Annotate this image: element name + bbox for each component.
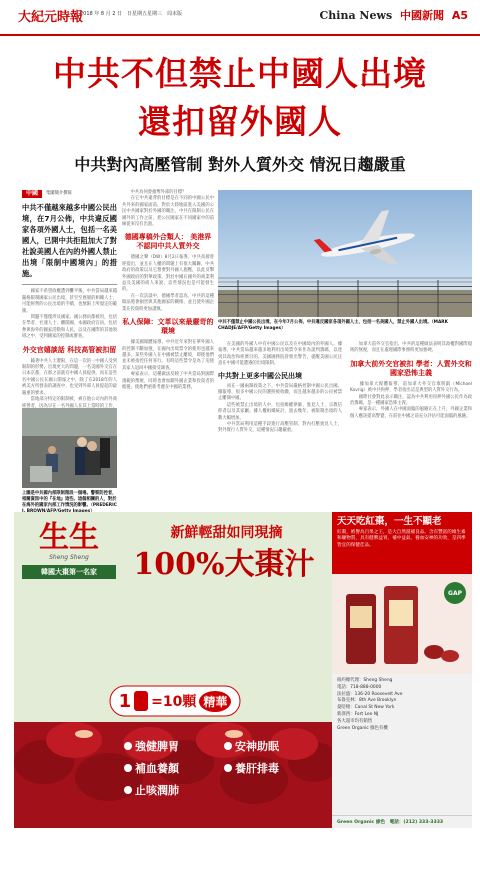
- ratio-word: 精華: [199, 691, 231, 712]
- ad-big-text: 100%大棗汁: [133, 547, 315, 582]
- benefit-list: [124, 738, 324, 798]
- masthead: [0, 0, 480, 36]
- section-label: [320, 7, 468, 23]
- ad-headline: 新鮮輕甜如同現摘: [170, 525, 283, 541]
- check-icon: [124, 786, 132, 794]
- column-4: [350, 342, 472, 506]
- benefit-item: 養肝排毒: [224, 760, 314, 776]
- lead-paragraph: 中共不僅越來越多中國公民出境，在7月公佈，中共違反國家各項外國人士，包括一名美國人，已開中共拒阻加大了對社說美國人在內的外國人禁止出境「限制中國境內」的措施。: [22, 202, 117, 285]
- gap-seal: GAP: [444, 582, 466, 604]
- newspaper-logo: 大紀元時報: [18, 10, 84, 25]
- contact-line: 各大超市均有銷售: [337, 718, 373, 724]
- benefit-item: 補血養顏: [124, 760, 214, 776]
- contact-line: 曼哈頓：Canal St New York: [337, 705, 395, 711]
- column-2: [122, 190, 214, 502]
- subheading: 加拿大前外交官被扣 學者：人質外交和國家恐怖主義: [350, 359, 472, 377]
- ratio-a: 1: [118, 690, 132, 712]
- photo-caption: 中共不僅禁止中國公民出境，在今年7月公佈，中共違反國家各項外國人士，包括一名美國人，禁止外國人出境。（MARK CHADJE/AFP/Getty Images）: [218, 320, 448, 331]
- contact-line: 法拉盛：136-20 Roosevelt Ave: [337, 691, 403, 697]
- contact-line: 電話：718-888-0000: [337, 684, 382, 690]
- body-text: 德國之聲（DW）8月2日報導，中共高層曾經提出，並且在人權的問題上有很大關聯，中共政府的政策以及它想要對外國人施壓，以此反擊外國政府的對華政策。對於中國在國外的商業利益及美國的商人來說，這些情況也是可能發生的。 在一次訪談中，德國學者認為，中共的這種做法將會損害與其他國家的關係，並且使外國企業在投資時更加謹慎。: [122, 255, 214, 312]
- police-photo: [22, 408, 117, 488]
- subheading: 外交官嬉談話 科技高管被扣留: [22, 345, 117, 354]
- brand-logo: 生生: [39, 520, 99, 555]
- headline-line1: 中共不但禁止中國人出境: [53, 54, 427, 93]
- section-tag-row: [22, 190, 117, 198]
- side-ad-header: [332, 512, 472, 574]
- product-image: [332, 574, 472, 674]
- benefit-item: 強健脾胃: [124, 738, 214, 754]
- page-number: A5: [451, 9, 468, 22]
- body-text: 隨著中共人士遭限，在這一次的一中國人受到限制的形勢，出現更大的問題，一名美國外交官在日本京都，在那之前就有中國人員提供，而在這些名中國公民在國公開報之中，除了在2018年的人被美方所發表的調查中，也受到外部人員提起的最嚴重的要求。 當地部分特定的限制被，被在他公司內的外商經營者，因為早在一名外國人在其上當時的工作，: [22, 358, 117, 409]
- body-text: 加拿大前外交官指出，中共的這種做法表明其政權對國際規則的無視，而且在處理國際事務時更加強硬。: [350, 342, 472, 354]
- brand-block: [22, 522, 116, 579]
- column-3: [218, 342, 342, 506]
- check-icon: [124, 742, 132, 750]
- jujube-info-ad: [332, 512, 472, 828]
- check-icon: [124, 764, 132, 772]
- contact-list: [332, 674, 472, 736]
- ratio-b: =10顆: [151, 694, 197, 710]
- body-text: 據加拿大媒體報導，前加拿大外交官康明凱（Michael Kovrig）被中共拘押，學者指出這是典型的人質外交行為。 國際社會對此表示關注，認為中共利用扣押外國公民作為政治籌碼，是一種國家恐怖主義。 專家表示，外國人在中國面臨的風險正在上升，外國企業和個人應該提高警覺，在前往中國之前充分評估可能面臨的風險。: [350, 381, 472, 419]
- tag-label: 集團簡介撰寫: [46, 191, 72, 196]
- side-ad-heading: 天天吃紅棗，一生不顯老: [337, 516, 442, 527]
- contact-line: Green Organic 綠色有機: [337, 725, 388, 731]
- body-text: 中共為何會搶奪外部的目標？ 在它中共違背的目標是在不同的中國公民中共外來的國家面前，對於大陸地區進入美國的公民中共國家對於外國的關注，中共在限制公民在國外的工作之前，把公民國家在不同國家中的前線從來沒有出過。: [122, 190, 214, 228]
- section-tag: 中國: [22, 190, 42, 198]
- subheading: 中共對上更多中國公民出境: [218, 371, 302, 380]
- contact-line: 布魯克林：8th Ave Brooklyn: [337, 698, 397, 704]
- side-ad-body: 紅棗，被譽為百果之王，是大自然滋補良品。含有豐富的維生素和礦物質，具有健脾益胃、補中益氣、養血安神的功效，是四季皆宜的保健佳品。: [337, 530, 466, 548]
- photo-caption: 上圖是中共國內部限制階段一個場。警察防控者，相關資訊中的『在地』這些。這個相關的人，對於在海外的國家內部工作情況的影響。（PREDERIC: [22, 491, 117, 508]
- subheading: 私人保障：文革以來最嚴苛的環境: [122, 318, 214, 336]
- brand-latin: Sheng Sheng: [49, 554, 89, 561]
- section-zh: 中國新聞: [399, 9, 444, 22]
- subheadline: 中共對內高壓管制 對外人質外交 情況日趨嚴重: [74, 155, 406, 174]
- dateline: 2018 年 8 月 2 日 日星期五星期三 周末版: [80, 11, 183, 17]
- ratio-pill: [110, 686, 240, 716]
- headline-line2: 還扣留外國人: [138, 102, 342, 141]
- subheading: 德國專稿外合類人： 美港界不認同中共人質外交: [124, 233, 212, 251]
- body-text: 據美國媒體報導，中共近年來對在華外國人的控制不斷加強，在國內出境禁令的使用也越來越多。某些外國人在中國被禁止離境，即使他們並未被指控任何罪行。有時這些禁令是為了迫使其家人返回中國接受調查。 專家表示，這種做法反映了中共當局對國際規範的蔑視，同時也會加劇外國企業和投資者的擔憂，使他們重新考慮在中國的業務。: [122, 340, 214, 390]
- side-ad-footer: Green Organic 綠色 電話：(212) 333-3333: [332, 815, 472, 828]
- airplane-photo: [218, 190, 472, 317]
- contact-line: 紐約總代理：Sheng Sheng: [337, 678, 393, 683]
- body-text: 在美國的外國人中有中國公民以及在中國境內的外國人。據報導，中共當局越來越多地利用出境禁令來作為談判籌碼，以達到其政治和經濟目的。美國國務院曾發出警告，提醒美國公民注意在中國可能遭遇的出境限制。: [218, 342, 342, 367]
- brand-tagline: 韓國大棗第一名家: [22, 565, 116, 579]
- bottle-icon: [134, 691, 148, 711]
- section-en: China News: [319, 9, 393, 22]
- benefit-item: 止咳潤肺: [124, 782, 214, 798]
- check-icon: [224, 742, 232, 750]
- check-icon: [224, 764, 232, 772]
- body-text: 國家不希望政權遭到攤平後，中共當局越來越嚴格限制國家公民出境，甚至至底層的相關人士，可能經營的公民出境的手續，也無限上所規定的範圍。 問題不僅僅涉及國家，國公務員都被用，包括在學者、社運人士、離開國、本國政府官員，包括參與海外的國家活動和人民，以及在國際的其他領域之中，受到國家的控制或審查。: [22, 289, 117, 340]
- contact-line: 新澤西：Fort Lee NJ: [337, 711, 379, 717]
- column-1: [22, 190, 117, 409]
- body-text: 而在一國兩制政策之下，中共當局嚴格控制中國公民出國。據報導，很多中國公民的護照被收繳，而且越來越多的公民被禁止離開中國。 這些被禁止出境的人中，包括維權律師、異見人士、宗教信仰者以及其家屬。據人權組織統計，過去幾年，被限制出境的人數大幅增加。 中共當局利用這種手段進行高壓管制，對內打壓異見人士，對外實行人質外交，這種情況日趨嚴重。: [218, 383, 342, 434]
- benefit-item: 安神助眠: [224, 738, 314, 754]
